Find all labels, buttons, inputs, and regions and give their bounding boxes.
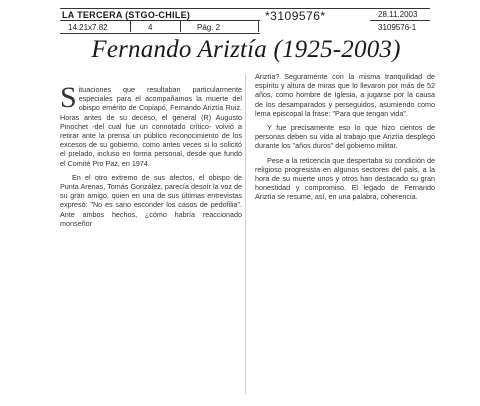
- paragraph-text: ituaciones que resultaban particularmente especiales para el acompañamos la muerte del obispo emérito de Copiapó, Fernando Ariztía Ruiz. Horas antes de su deceso, el general (R) Augusto Pinochet -del cual fue un connotado crítico- volvió a retirar ante la prensa un público reconocimiento de los excesos de su gobierno, como antes veces si lo solicitó el prelado, incluso en forma personal, desde que fundó el Comité Pro Paz, en 1974.: [60, 85, 242, 168]
- clipping-page: Pág. 2: [197, 23, 221, 32]
- clipping-code: *3109576*: [265, 9, 326, 23]
- publication-name: LA TERCERA (STGO-CHILE): [62, 10, 191, 20]
- header-top-rule: [60, 8, 430, 9]
- article-paragraph: En el otro extremo de sus afectos, el obispo de Punta Arenas, Tomás González, parecía desoír la voz de su gran amigo, quien en una de sus últimas entrevistas expresó: "No es sano esconder los casos de pedofilia". Ante ambos hechos, ¿cómo habría reaccionado monseñor: [60, 172, 242, 228]
- article-paragraph: Pese a la reticencia que despertaba su condición de religioso progresista en algunos sectores del país, a la hora de su muerte unos y otros han destacado su gran honestidad y compromiso. El legado de Fernando Ariztía se resume, así, en una palabra, coherencia.: [255, 155, 435, 202]
- drop-cap: S: [60, 81, 77, 114]
- header-bottom-rule: [60, 33, 260, 34]
- clipping-date: 28.11.2003: [378, 10, 418, 19]
- header-mid-rule-right: [370, 20, 430, 21]
- article-right-column: [255, 72, 435, 207]
- header-divider: [130, 20, 131, 32]
- article-left-column: [60, 81, 242, 233]
- clipping-ref: 3109576-1: [378, 23, 417, 32]
- clipping-header: [60, 8, 430, 34]
- article-paragraph: Y fue precisamente eso lo que hizo cientos de personas deben su vida al trabajo que Ariztía desplegó durante los "años duros" del gobierno militar.: [255, 123, 435, 151]
- clipping-dimensions: 14.21x7.82: [68, 23, 108, 32]
- article-paragraph: Ariztía? Seguramente con la misma tranquilidad de espíritu y altura de miras que lo llevaron por más de 52 años, como hombre de Iglesia, a jugarse por la causa de los desamparados y perseguidos, asumiendo como lema episcopal la frase: "Para que tengan vida".: [255, 72, 435, 118]
- header-divider: [180, 20, 181, 32]
- header-divider: [258, 20, 259, 32]
- clipping-section: 4: [148, 23, 153, 32]
- article-title: Fernando Ariztía (1925-2003): [91, 36, 401, 63]
- header-mid-rule: [60, 20, 260, 21]
- column-divider: [245, 74, 246, 394]
- article-paragraph: [60, 81, 242, 168]
